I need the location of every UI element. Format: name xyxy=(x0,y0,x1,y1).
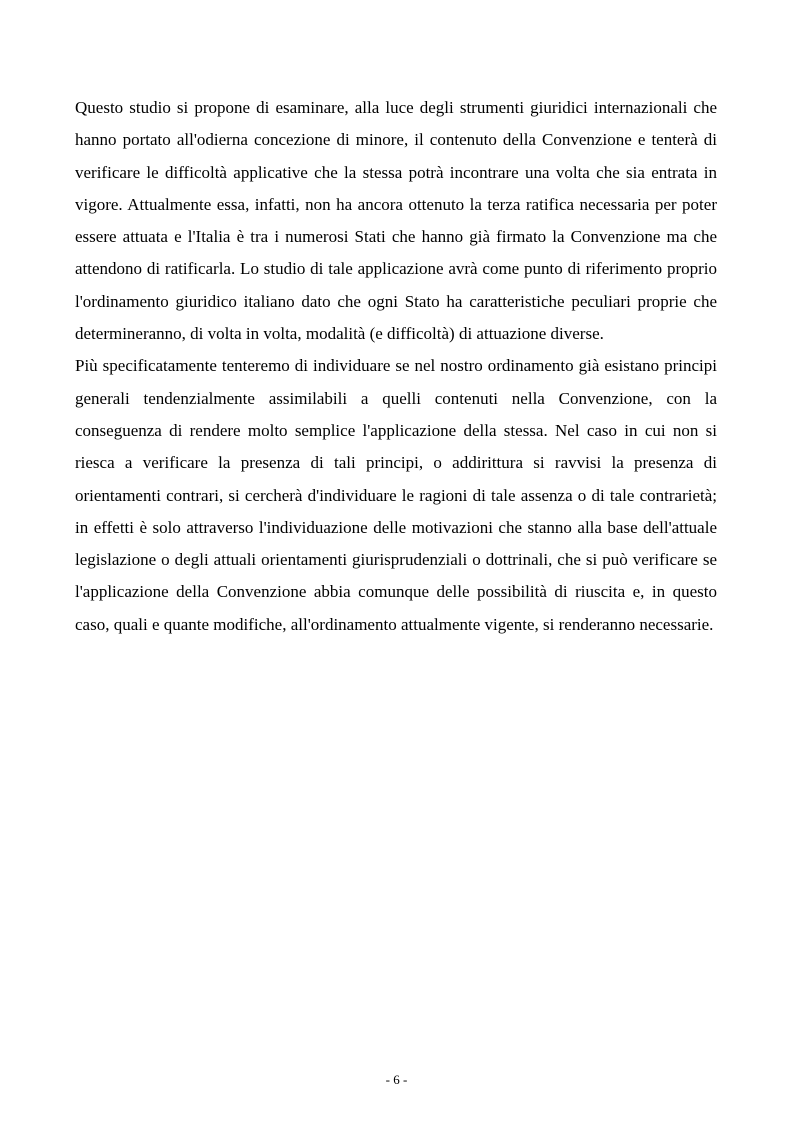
page-number: - 6 - xyxy=(385,1072,408,1087)
paragraph-2: Più specificatamente tenteremo di individuare se nel nostro ordinamento già esistano principi generali tendenzialmente assimilabili a quelli contenuti nella Convenzione, con la conseguenza di rendere molto semplice l'applicazione della stessa. Nel caso in cui non si riesca a verificare la presenza di tali principi, o addirittura si ravvisi la presenza di orientamenti contrari, si cercherà d'individuare le ragioni di tale assenza o di tale contrarietà; in effetti è solo attraverso l'individuazione delle motivazioni che stanno alla base dell'attuale legislazione o degli attuali orientamenti giurisprudenziali o dottrinali, che si può verificare se l'applicazione della Convenzione abbia comunque delle possibilità di riuscita e, in questo caso, quali e quante modifiche, all'ordinamento attualmente vigente, si renderanno necessarie. xyxy=(75,356,717,634)
body-text xyxy=(75,92,717,641)
paragraph-1: Questo studio si propone di esaminare, alla luce degli strumenti giuridici internazionali che hanno portato all'odierna concezione di minore, il contenuto della Convenzione e tenterà di verificare le difficoltà applicative che la stessa potrà incontrare una volta che sia entrata in vigore. Attualmente essa, infatti, non ha ancora ottenuto la terza ratifica necessaria per poter essere attuata e l'Italia è tra i numerosi Stati che hanno già firmato la Convenzione ma che attendono di ratificarla. Lo studio di tale applicazione avrà come punto di riferimento proprio l'ordinamento giuridico italiano dato che ogni Stato ha caratteristiche peculiari proprie che determineranno, di volta in volta, modalità (e difficoltà) di attuazione diverse. xyxy=(75,98,717,344)
